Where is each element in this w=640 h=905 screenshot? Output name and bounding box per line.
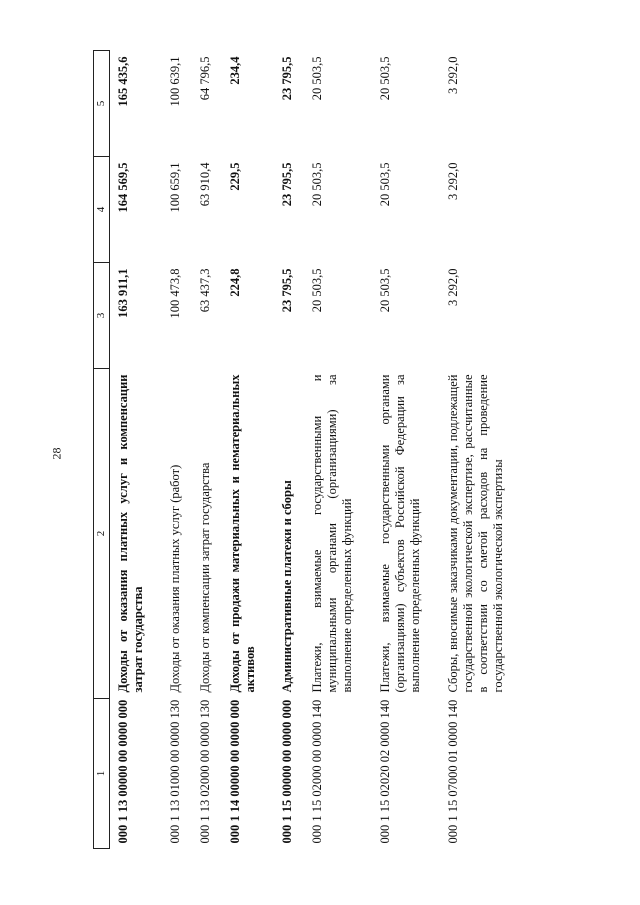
table-row [274, 51, 304, 849]
cell-col-4: 20 503,5 [377, 162, 392, 207]
table-row [440, 51, 532, 849]
table-row [162, 51, 192, 849]
cell-col-5: 64 796,5 [197, 56, 212, 101]
table-row [372, 51, 440, 849]
cell-col-3: 224,8 [227, 268, 242, 297]
cell-col-4: 63 910,4 [197, 162, 212, 207]
table-row [110, 51, 162, 849]
cell-col-3: 163 911,1 [116, 268, 130, 318]
header-col-2: 2 [94, 369, 110, 699]
cell-code: 000 1 13 02000 00 0000 130 [197, 699, 212, 844]
cell-name: Административные платежи и сборы [279, 480, 294, 693]
cell-name: Доходы от компенсации затрат государства [197, 462, 212, 693]
cell-code: 000 1 14 00000 00 0000 000 [227, 699, 242, 844]
cell-name: Сборы, вносимые заказчиками документации, подлежащей государственной экологической экспертизе, рассчитанные в соответствии со сметой расходов на проведение государственной экологической экспертизы [445, 374, 505, 693]
cell-col-4: 100 659,1 [167, 162, 182, 213]
cell-code: 000 1 15 00000 00 0000 000 [279, 699, 294, 844]
header-col-5: 5 [94, 51, 110, 157]
cell-code: 000 1 15 02000 00 0000 140 [309, 699, 324, 844]
cell-col-3: 20 503,5 [377, 268, 392, 313]
table-body [110, 51, 532, 849]
table-header-row [94, 51, 110, 849]
cell-col-3: 20 503,5 [309, 268, 324, 313]
cell-col-5: 20 503,5 [309, 56, 324, 101]
cell-col-4: 229,5 [227, 162, 242, 191]
cell-col-3: 100 473,8 [167, 268, 182, 319]
revenue-table [93, 50, 532, 849]
table-row [192, 51, 222, 849]
cell-name: Платежи, взимаемые государственными и муниципальными органами (организациями) за выполнение определенных функций [309, 374, 354, 693]
cell-name: Доходы от оказания платных услуг (работ) [167, 464, 182, 693]
cell-col-4: 20 503,5 [309, 162, 324, 207]
cell-code: 000 1 13 01000 00 0000 130 [167, 699, 182, 844]
cell-col-4: 164 569,5 [116, 162, 130, 213]
cell-col-3: 63 437,3 [197, 268, 212, 313]
cell-name: Платежи, взимаемые государственными органами (организациями) субъектов Российской Федерации за выполнение определенных функций [377, 374, 422, 693]
table-row [222, 51, 274, 849]
cell-col-5: 3 292,0 [445, 56, 460, 94]
cell-col-5: 165 435,6 [116, 56, 130, 107]
header-col-3: 3 [94, 263, 110, 369]
cell-col-5: 100 639,1 [167, 56, 182, 107]
cell-col-5: 23 795,5 [279, 56, 294, 101]
cell-col-5: 234,4 [227, 56, 242, 85]
rotated-table-container [93, 51, 615, 849]
cell-name: Доходы от продажи материальных и нематериальных активов [227, 374, 257, 693]
page-number: 28 [49, 447, 64, 460]
cell-col-4: 23 795,5 [279, 162, 294, 207]
header-col-4: 4 [94, 157, 110, 263]
header-col-1: 1 [94, 699, 110, 849]
cell-code: 000 1 15 07000 01 0000 140 [445, 699, 460, 844]
cell-code: 000 1 15 02020 02 0000 140 [377, 699, 392, 844]
cell-col-3: 23 795,5 [279, 268, 294, 313]
cell-col-3: 3 292,0 [445, 268, 460, 306]
cell-col-5: 20 503,5 [377, 56, 392, 101]
cell-col-4: 3 292,0 [445, 162, 460, 200]
cell-code: 000 1 13 00000 00 0000 000 [116, 699, 130, 844]
table-row [304, 51, 372, 849]
cell-name: Доходы от оказания платных услуг и компенсации затрат государства [116, 374, 145, 693]
